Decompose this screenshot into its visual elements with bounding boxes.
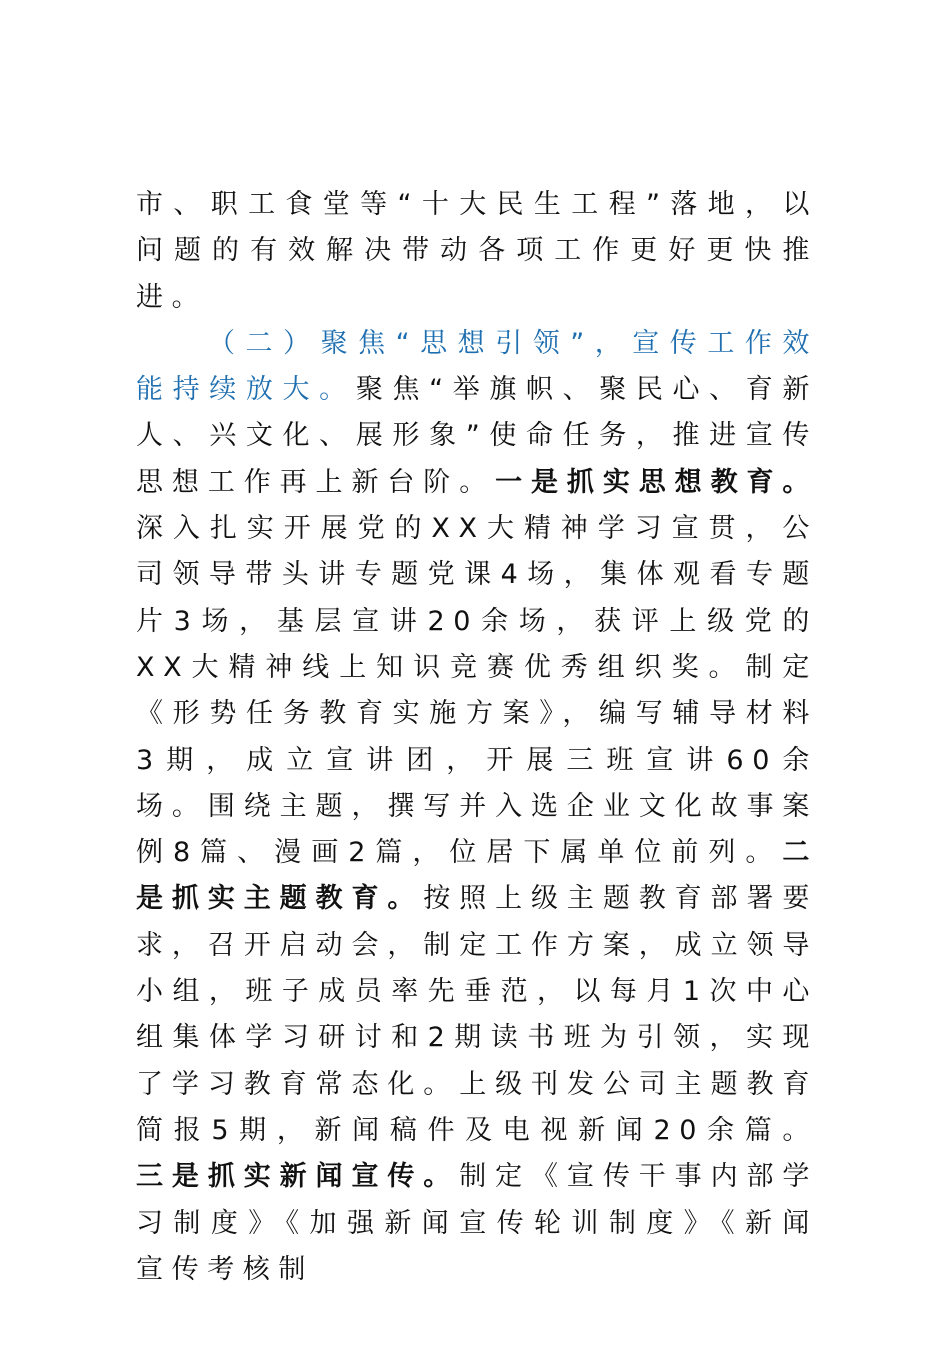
- point-three-label: 三是抓实新闻宣传。: [136, 1161, 460, 1193]
- section-heading: （二）聚焦“思想引领”，宣传工作效能持续放大。: [136, 327, 818, 406]
- point-two-label: 二是抓实主题教育。: [136, 837, 818, 915]
- section-intro-text: 聚焦“举旗帜、聚民心、育新人、兴文化、展形象”使命任务，推进宣传思想工作再上新台阶。: [136, 374, 818, 498]
- point-one-text: 深入扎实开展党的XX大精神学习宣贯，公司领导带头讲专题党课4场，集体观看专题片3场，基层宣讲20余场，获评上级党的XX大精神线上知识竞赛优秀组织奖。制定《形势任务教育实施方案》，编写辅导材料3期，成立宣讲团，开展三班宣讲60余场。围绕主题，撰写并入选企业文化故事案例8篇、漫画2篇，位居下属单位前列。: [136, 513, 818, 869]
- paragraph-continuation: 市、职工食堂等“十大民生工程”落地，以问题的有效解决带动各项工作更好更快推进。: [136, 189, 818, 313]
- paragraph-section-two: [136, 321, 818, 1293]
- point-two-text: 按照上级主题教育部署要求，召开启动会，制定工作方案，成立领导小组，班子成员率先垂范，以每月1次中心组集体学习研讨和2期读书班为引领，实现了学习教育常态化。上级刊发公司主题教育简报5期，新闻稿件及电视新闻20余篇。: [136, 883, 818, 1146]
- document-body: [136, 182, 818, 1293]
- point-three-text: 制定《宣传干事内部学习制度》《加强新闻宣传轮训制度》《新闻宣传考核制: [136, 1161, 818, 1285]
- point-one-label: 一是抓实思想教育。: [495, 466, 818, 498]
